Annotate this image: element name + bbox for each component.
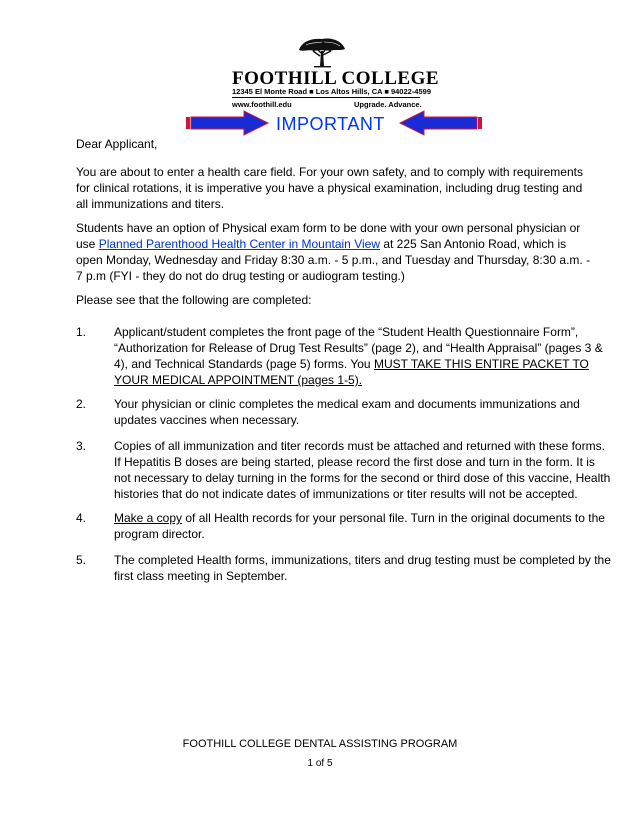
list-intro: Please see that the following are completed:	[76, 293, 312, 307]
intro-paragraph: You are about to enter a health care field. For your own safety, and to comply with requirements for clinical rotations, it is imperative you have a physical examination, including drug testing and all immunizations and titers.	[76, 165, 583, 211]
header-divider	[232, 97, 420, 98]
college-website: www.foothill.edu	[232, 100, 292, 109]
tree-logo-icon	[296, 36, 348, 70]
option-text-after: at 225 San Antonio Road, which is open Monday, Wednesday and Friday 8:30 a.m. - 5 p.m., and Tuesday and Thursday, 8:30 a.m. - 7 p.m (FYI - they do not do drug testing or audiogram testing.)	[76, 237, 591, 283]
list-item: Copies of all immunization and titer records must be attached and returned with these forms. If Hepatitis B doses are being started, please record the first dose and turn in the form. It is not necessary to delay turning in the forms for the second or third dose of this vaccine, Health histories that do not indicate dates of immunizations or titer results will not be accepted.	[114, 439, 611, 501]
list-item-number: 1.	[76, 325, 87, 339]
page-number: 1 of 5	[307, 758, 333, 769]
item-1-text: Applicant/student completes the front page of the “Student Health Questionnaire Form”, “Authorization for Release of Drug Test Results” (page 2), and “Health Appraisal” (pages 3 & 4), and Technical Standards (page 5) forms. You	[114, 325, 603, 371]
item-4-text: of all Health records for your personal file. Turn in the original documents to the program director.	[114, 511, 605, 541]
college-name: FOOTHILL COLLEGE	[232, 68, 440, 89]
footer-program: FOOTHILL COLLEGE DENTAL ASSISTING PROGRAM	[182, 738, 458, 750]
college-slogan: Upgrade. Advance.	[354, 100, 422, 109]
item-1-emphasis: MUST TAKE THIS ENTIRE PACKET TO YOUR MEDICAL APPOINTMENT (pages 1-5).	[114, 357, 589, 387]
college-address: 12345 El Monte Road ■ Los Altos Hills, CA ■ 94022-4599	[232, 87, 431, 96]
greeting: Dear Applicant,	[76, 137, 158, 151]
option-paragraph	[76, 220, 596, 284]
arrow-right-icon	[186, 110, 270, 136]
item-4-emphasis: Make a copy	[114, 511, 183, 525]
list-item-number: 4.	[76, 511, 87, 525]
option-text-before: Students have an option of Physical exam form to be done with your own personal physician or use	[76, 221, 581, 251]
list-item-number: 3.	[76, 439, 87, 453]
important-banner: IMPORTANT	[276, 114, 385, 134]
list-item	[114, 510, 614, 542]
list-item	[114, 324, 614, 388]
list-item: The completed Health forms, immunizations, titers and drug testing must be completed by the first class meeting in September.	[114, 553, 611, 583]
planned-parenthood-link[interactable]: Planned Parenthood Health Center in Mountain View	[98, 237, 380, 251]
arrow-left-icon	[398, 110, 482, 136]
list-item-number: 2.	[76, 397, 87, 411]
list-item-number: 5.	[76, 553, 87, 567]
list-item: Your physician or clinic completes the medical exam and documents immunizations and updates vaccines when necessary.	[114, 397, 580, 427]
